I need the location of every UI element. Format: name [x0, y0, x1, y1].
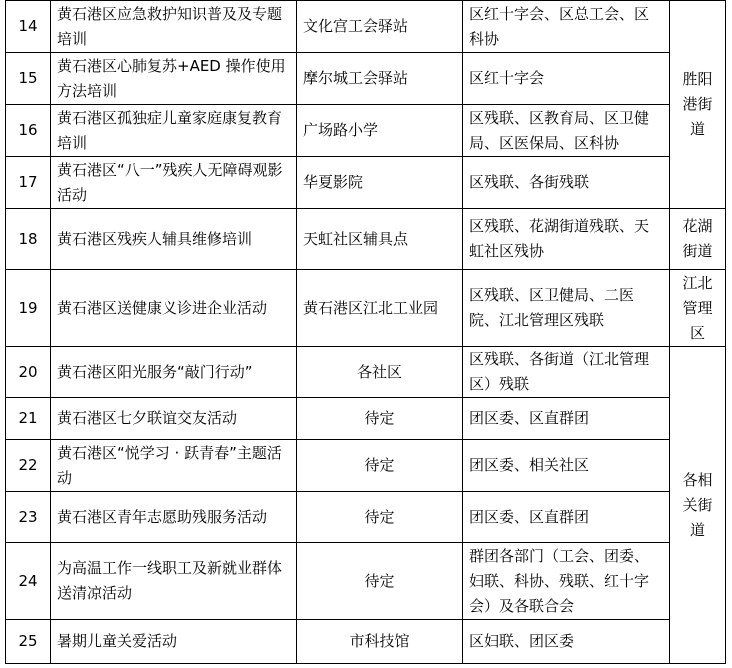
activity-venue: 文化宫工会驿站 — [297, 1, 463, 53]
activity-venue: 华夏影院 — [297, 157, 463, 209]
activity-venue: 待定 — [297, 492, 463, 543]
row-number: 22 — [6, 440, 51, 492]
organizer: 区残联、区教育局、区卫健局、区医保局、区科协 — [463, 105, 670, 157]
activity-name: 黄石港区七夕联谊交友活动 — [51, 398, 297, 440]
row-number: 17 — [6, 157, 51, 209]
row-number: 14 — [6, 1, 51, 53]
activity-venue: 待定 — [297, 543, 463, 620]
organizer: 区红十字会、区总工会、区科协 — [463, 1, 670, 53]
activity-venue: 黄石港区江北工业园 — [297, 270, 463, 347]
table-row — [6, 53, 726, 105]
table-row — [6, 440, 726, 492]
activity-venue: 待定 — [297, 398, 463, 440]
street-cell-jiangbei: 江北管理区 — [670, 270, 726, 347]
organizer: 团区委、区直群团 — [463, 398, 670, 440]
table-row — [6, 620, 726, 664]
table-row — [6, 209, 726, 270]
row-number: 25 — [6, 620, 51, 664]
organizer: 群团各部门（工会、团委、妇联、科协、残联、红十字会）及各联合会 — [463, 543, 670, 620]
activity-name: 黄石港区应急救护知识普及及专题培训 — [51, 1, 297, 53]
table-row — [6, 157, 726, 209]
activity-venue: 天虹社区辅具点 — [297, 209, 463, 270]
street-cell-related: 各相关街道 — [670, 347, 726, 664]
row-number: 20 — [6, 347, 51, 398]
organizer: 区残联、各街道（江北管理区）残联 — [463, 347, 670, 398]
activity-table — [5, 0, 726, 664]
activity-name: 黄石港区“八一”残疾人无障碍观影活动 — [51, 157, 297, 209]
table-row — [6, 543, 726, 620]
activity-name: 黄石港区“悦学习 · 跃青春”主题活动 — [51, 440, 297, 492]
activity-name: 黄石港区残疾人辅具维修培训 — [51, 209, 297, 270]
row-number: 18 — [6, 209, 51, 270]
activity-name: 为高温工作一线职工及新就业群体送清凉活动 — [51, 543, 297, 620]
activity-name: 黄石港区青年志愿助残服务活动 — [51, 492, 297, 543]
table-row — [6, 398, 726, 440]
activity-name: 黄石港区心肺复苏+AED 操作使用方法培训 — [51, 53, 297, 105]
table-row — [6, 492, 726, 543]
activity-venue: 市科技馆 — [297, 620, 463, 664]
table-row — [6, 347, 726, 398]
activity-name: 暑期儿童关爱活动 — [51, 620, 297, 664]
row-number: 16 — [6, 105, 51, 157]
street-cell-shengyang: 胜阳港街道 — [670, 1, 726, 209]
activity-name: 黄石港区阳光服务“敲门行动” — [51, 347, 297, 398]
row-number: 21 — [6, 398, 51, 440]
table-row — [6, 270, 726, 347]
activity-venue: 摩尔城工会驿站 — [297, 53, 463, 105]
activity-venue: 待定 — [297, 440, 463, 492]
organizer: 区残联、区卫健局、二医院、江北管理区残联 — [463, 270, 670, 347]
row-number: 23 — [6, 492, 51, 543]
activity-name: 黄石港区送健康义诊进企业活动 — [51, 270, 297, 347]
organizer: 团区委、区直群团 — [463, 492, 670, 543]
activity-name: 黄石港区孤独症儿童家庭康复教育培训 — [51, 105, 297, 157]
row-number: 15 — [6, 53, 51, 105]
organizer: 区妇联、团区委 — [463, 620, 670, 664]
table-row — [6, 105, 726, 157]
organizer: 团区委、相关社区 — [463, 440, 670, 492]
street-cell-huahu: 花湖街道 — [670, 209, 726, 270]
row-number: 24 — [6, 543, 51, 620]
organizer: 区红十字会 — [463, 53, 670, 105]
organizer: 区残联、花湖街道残联、天虹社区残协 — [463, 209, 670, 270]
organizer: 区残联、各街残联 — [463, 157, 670, 209]
activity-venue: 广场路小学 — [297, 105, 463, 157]
activity-venue: 各社区 — [297, 347, 463, 398]
row-number: 19 — [6, 270, 51, 347]
table-row — [6, 1, 726, 53]
